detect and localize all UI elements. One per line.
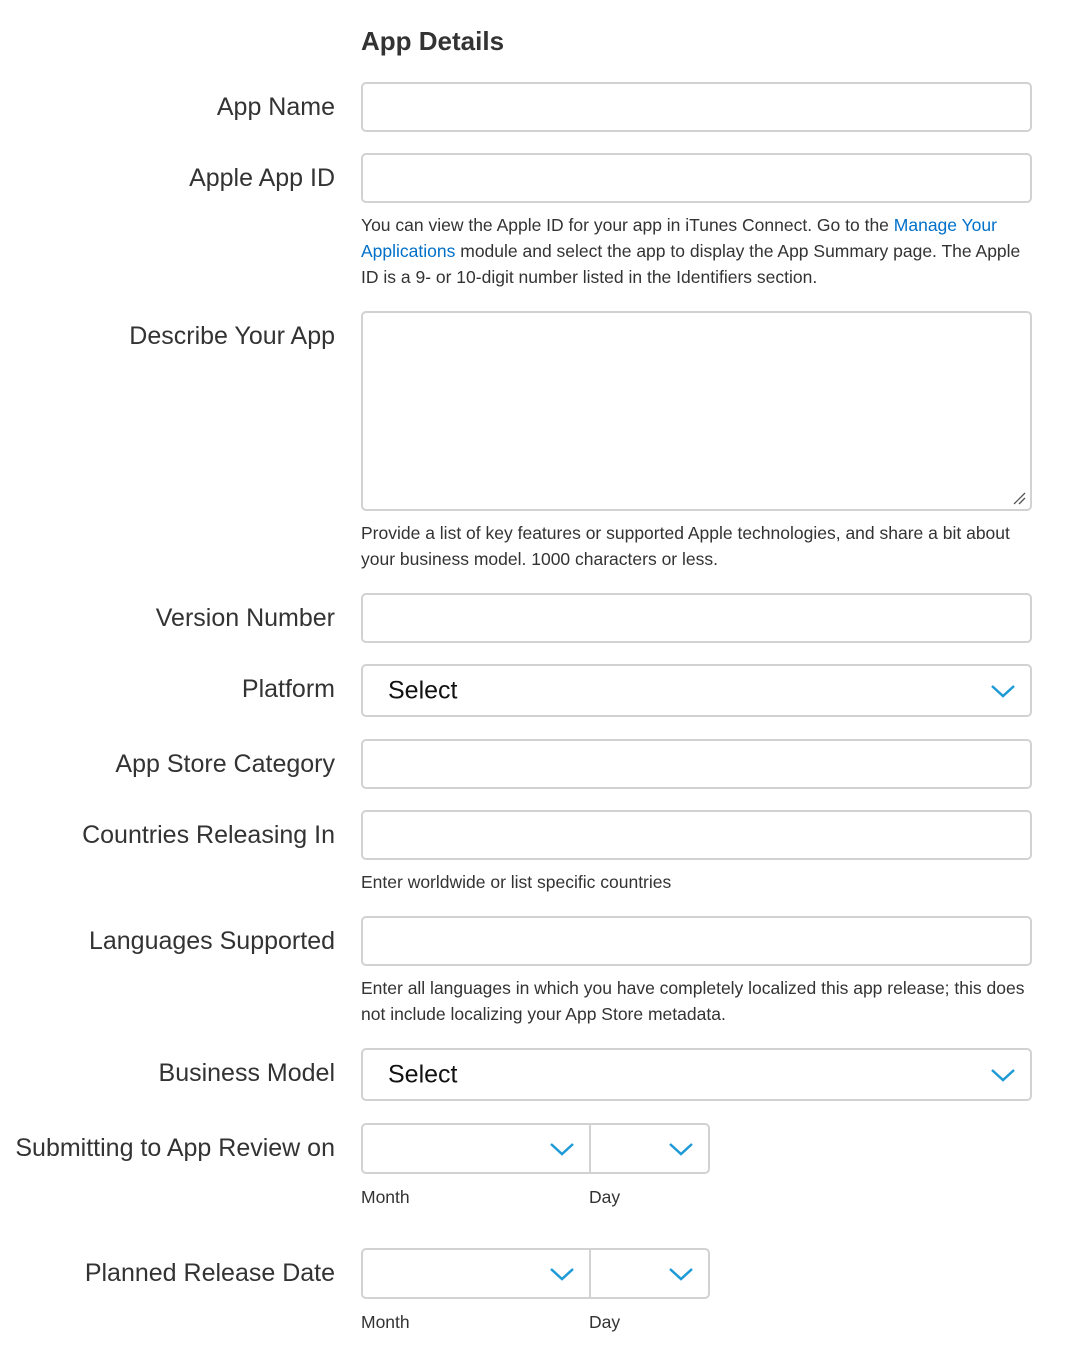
business-model-label: Business Model <box>158 1059 335 1087</box>
apple-app-id-help <box>361 212 1031 290</box>
release-date-picker <box>361 1248 710 1299</box>
apple-app-id-label: Apple App ID <box>189 164 335 192</box>
chevron-down-icon <box>549 1266 575 1282</box>
business-model-selected: Select <box>388 1060 458 1088</box>
describe-help: Provide a list of key features or supported Apple technologies, and share a bit about your business model. 1000 characters or less. <box>361 523 1010 569</box>
platform-selected: Select <box>388 676 458 704</box>
release-month-select[interactable] <box>363 1250 591 1297</box>
resize-handle-icon[interactable] <box>1012 491 1026 505</box>
apple-app-id-input[interactable] <box>361 153 1032 203</box>
chevron-down-icon <box>990 1067 1016 1083</box>
manage-applications-link[interactable]: Manage Your Applications <box>361 215 997 261</box>
review-month-select[interactable] <box>363 1125 591 1172</box>
release-date-label: Planned Release Date <box>84 1259 335 1287</box>
chevron-down-icon <box>990 683 1016 699</box>
countries-help: Enter worldwide or list specific countries <box>361 872 672 892</box>
describe-textarea[interactable] <box>361 311 1032 511</box>
platform-select[interactable] <box>361 664 1032 717</box>
review-date-picker <box>361 1123 710 1174</box>
chevron-down-icon <box>668 1266 694 1282</box>
business-model-select[interactable] <box>361 1048 1032 1101</box>
countries-input[interactable] <box>361 810 1032 860</box>
release-month-label: Month <box>361 1312 410 1332</box>
app-name-input[interactable] <box>361 82 1032 132</box>
platform-label: Platform <box>241 675 335 703</box>
section-title: App Details <box>361 26 505 56</box>
release-day-select[interactable] <box>591 1250 708 1297</box>
languages-input[interactable] <box>361 916 1032 966</box>
chevron-down-icon <box>668 1141 694 1157</box>
chevron-down-icon <box>549 1141 575 1157</box>
version-input[interactable] <box>361 593 1032 643</box>
review-month-label: Month <box>361 1187 410 1207</box>
help-text: You can view the Apple ID for your app in iTunes Connect. Go to the <box>361 215 894 235</box>
category-label: App Store Category <box>115 750 335 778</box>
describe-label: Describe Your App <box>129 322 335 350</box>
review-date-label: Submitting to App Review on <box>15 1134 335 1162</box>
help-text: module and select the app to display the App Summary page. The Apple ID is a 9- or 10-digit number listed in the Identifiers section. <box>361 241 1021 287</box>
countries-label: Countries Releasing In <box>82 821 335 849</box>
release-day-label: Day <box>589 1312 621 1332</box>
version-label: Version Number <box>155 604 335 632</box>
languages-help: Enter all languages in which you have completely localized this app release; this does not include localizing your App Store metadata. <box>361 978 1025 1024</box>
review-day-label: Day <box>589 1187 621 1207</box>
category-input[interactable] <box>361 739 1032 789</box>
languages-label: Languages Supported <box>88 927 335 955</box>
review-day-select[interactable] <box>591 1125 708 1172</box>
app-name-label: App Name <box>216 93 335 121</box>
